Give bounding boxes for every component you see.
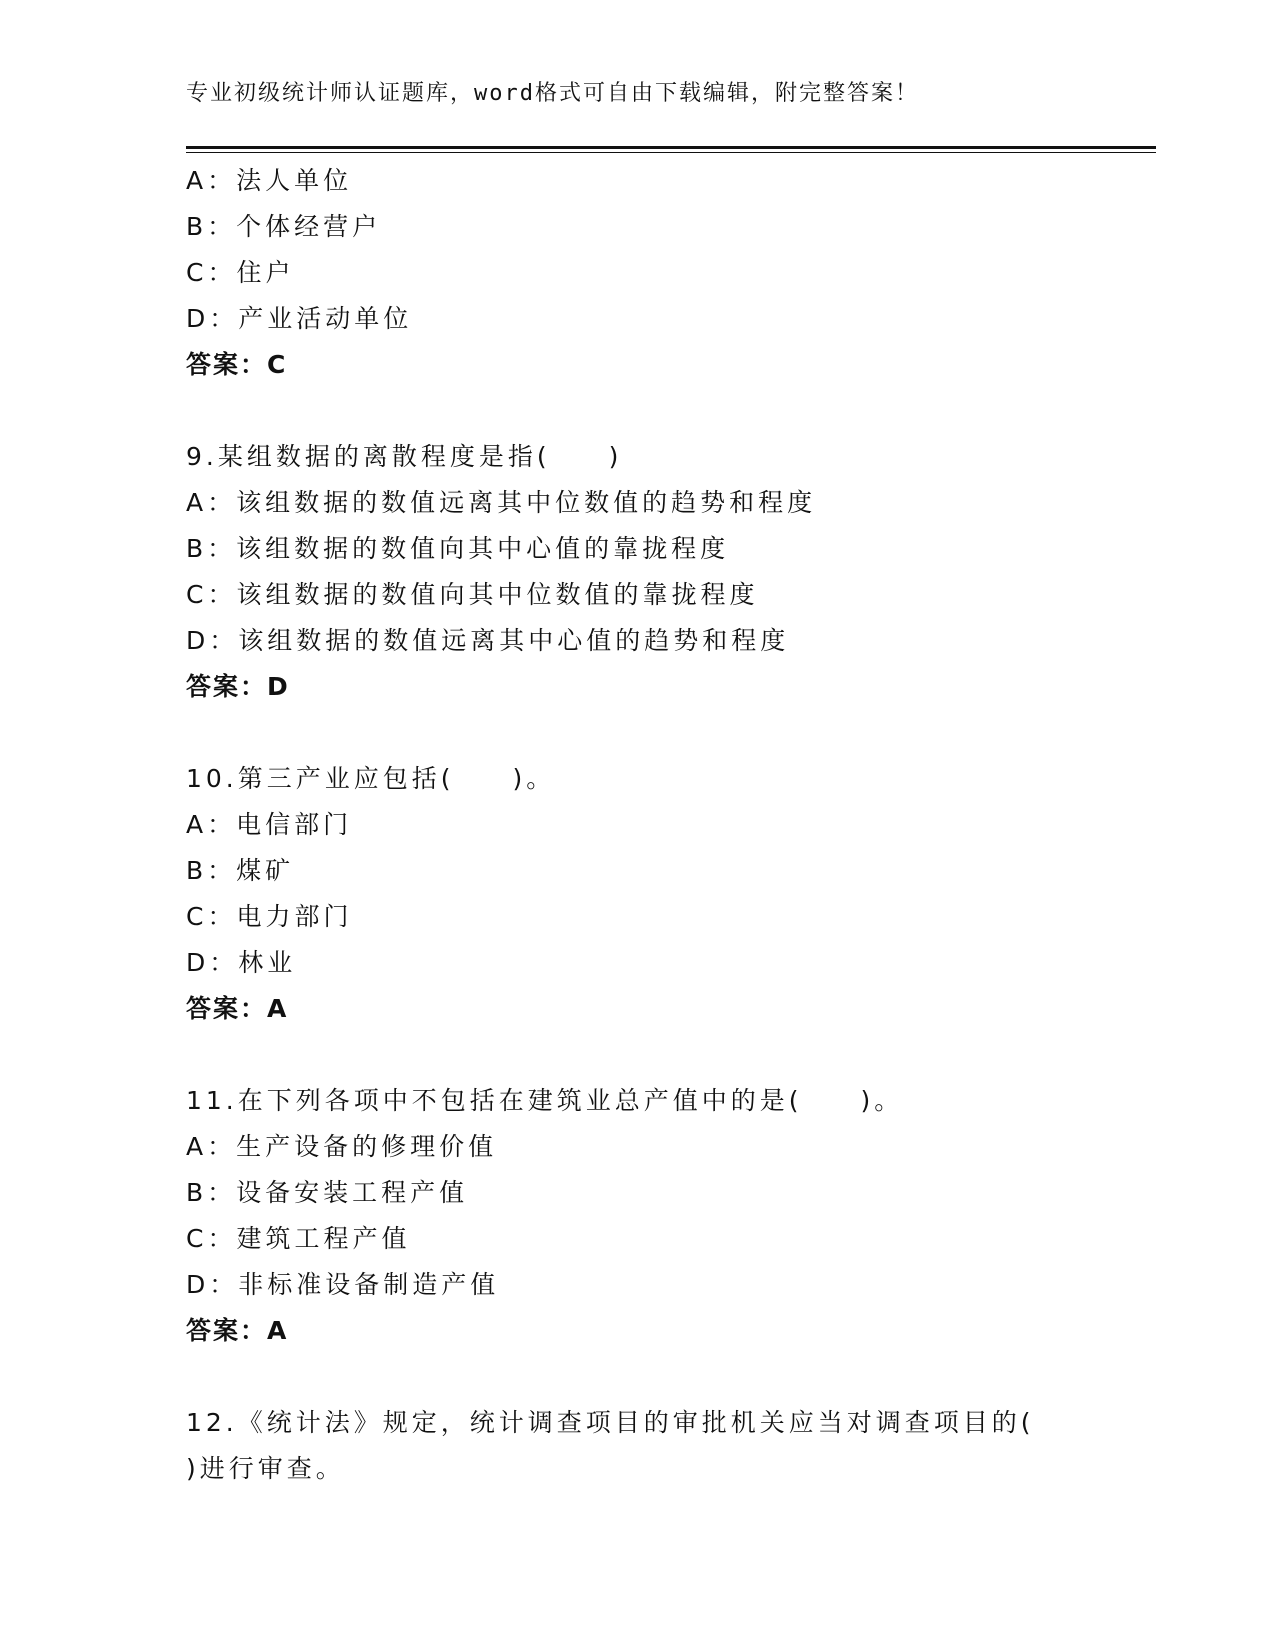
option-text: 建筑工程产值 — [236, 1224, 411, 1253]
option-d — [186, 1262, 1156, 1308]
question-stem: 11.在下列各项中不包括在建筑业总产值中的是( )。 — [186, 1086, 904, 1115]
option-letter: B： — [186, 856, 237, 885]
option-text: 非标准设备制造产值 — [238, 1270, 500, 1299]
option-letter: A： — [186, 166, 237, 195]
option-b — [186, 848, 1156, 894]
question-8-options — [186, 158, 1156, 388]
option-letter: C： — [186, 580, 237, 609]
option-letter: D： — [186, 948, 239, 977]
question-10 — [186, 756, 1156, 1032]
header-rule — [186, 146, 1156, 149]
option-text: 产业活动单位 — [238, 304, 413, 333]
option-text: 电信部门 — [236, 810, 353, 839]
answer: 答案：D — [186, 672, 290, 701]
option-a — [186, 1124, 1156, 1170]
option-c — [186, 572, 1156, 618]
option-letter: A： — [186, 1132, 237, 1161]
spacer — [186, 388, 1156, 434]
option-b — [186, 526, 1156, 572]
option-letter: B： — [186, 534, 237, 563]
option-letter: B： — [186, 1178, 237, 1207]
option-text: 个体经营户 — [236, 212, 382, 241]
option-c — [186, 1216, 1156, 1262]
option-a — [186, 158, 1156, 204]
option-text: 电力部门 — [236, 902, 353, 931]
question-9 — [186, 434, 1156, 710]
option-text: 该组数据的数值向其中位数值的靠拢程度 — [236, 580, 759, 609]
question-stem: 10.第三产业应包括( )。 — [186, 764, 556, 793]
option-b — [186, 204, 1156, 250]
option-a — [186, 802, 1156, 848]
option-text: 煤矿 — [236, 856, 295, 885]
option-c — [186, 894, 1156, 940]
answer: 答案：C — [186, 350, 288, 379]
option-letter: B： — [186, 212, 237, 241]
header-rule-thin — [186, 152, 1156, 153]
question-list — [186, 158, 1156, 1492]
option-d — [186, 618, 1156, 664]
question-12 — [186, 1400, 1156, 1492]
option-a — [186, 480, 1156, 526]
option-c — [186, 250, 1156, 296]
option-text: 该组数据的数值远离其中心值的趋势和程度 — [238, 626, 790, 655]
question-stem: 12.《统计法》规定，统计调查项目的审批机关应当对调查项目的( — [186, 1408, 1035, 1437]
option-letter: D： — [186, 626, 239, 655]
spacer — [186, 1032, 1156, 1078]
option-text: 林业 — [238, 948, 297, 977]
option-text: 设备安装工程产值 — [236, 1178, 469, 1207]
option-text: 该组数据的数值向其中心值的靠拢程度 — [236, 534, 730, 563]
option-letter: A： — [186, 810, 237, 839]
question-11 — [186, 1078, 1156, 1354]
option-d — [186, 940, 1156, 986]
option-text: 生产设备的修理价值 — [236, 1132, 498, 1161]
option-letter: D： — [186, 1270, 239, 1299]
question-stem: 9.某组数据的离散程度是指( ) — [186, 442, 623, 471]
option-text: 该组数据的数值远离其中位数值的趋势和程度 — [236, 488, 817, 517]
spacer — [186, 1354, 1156, 1400]
document-header: 专业初级统计师认证题库，word格式可自由下载编辑，附完整答案！ — [186, 81, 919, 106]
option-letter: C： — [186, 1224, 237, 1253]
option-b — [186, 1170, 1156, 1216]
option-letter: C： — [186, 258, 237, 287]
answer: 答案：A — [186, 994, 289, 1023]
option-letter: C： — [186, 902, 237, 931]
option-text: 住户 — [236, 258, 295, 287]
option-letter: A： — [186, 488, 237, 517]
answer: 答案：A — [186, 1316, 289, 1345]
question-stem-continued: )进行审查。 — [186, 1454, 345, 1483]
option-letter: D： — [186, 304, 239, 333]
spacer — [186, 710, 1156, 756]
option-d — [186, 296, 1156, 342]
option-text: 法人单位 — [236, 166, 353, 195]
